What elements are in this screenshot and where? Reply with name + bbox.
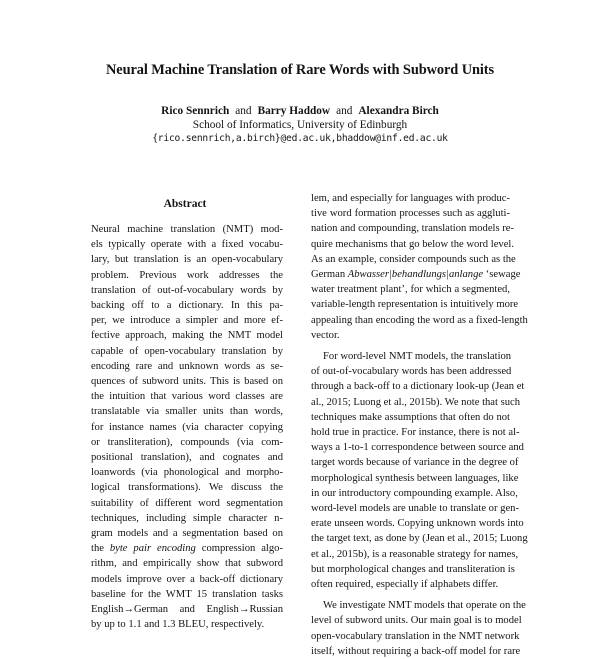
text-line: the target text, as done by (Jean et al., 2015; Luong [311, 533, 528, 545]
text-line: ways a 1-to-1 correspondence between source and [311, 442, 524, 454]
text-line: erate unseen words. Copying unknown words into [311, 518, 524, 530]
text-line: the byte pair encoding compression algo- [91, 543, 283, 555]
text-line: fective approach, making the NMT model [91, 330, 283, 342]
author-separator: and [235, 105, 252, 117]
text-line: logical transformations). We discuss the [91, 482, 283, 494]
text-line: level of subword units. Our main goal is to model [311, 615, 522, 627]
text-line: As an example, consider compounds such as the [311, 253, 516, 265]
text-line: English→German and English→Russian [91, 604, 283, 616]
intro-paragraph-1 [311, 191, 528, 343]
abstract-heading: Abstract [163, 198, 207, 210]
author-name: Barry Haddow [257, 105, 331, 117]
intro-paragraph-3 [311, 598, 526, 659]
text-line: positional translation), and cognates and [91, 452, 283, 464]
text-line: for instance names (via character copying [91, 421, 283, 433]
text-line: lary, but translation is an open-vocabulary [91, 254, 283, 266]
author-emails: {rico.sennrich,a.birch}@ed.ac.uk,bhaddow@inf.ed.ac.uk [152, 133, 448, 145]
text-line: through a back-off to a dictionary look-up (Jean et [311, 381, 525, 393]
text-line: often required, especially if alphabets differ. [311, 579, 499, 591]
text-line: vector. [311, 329, 340, 341]
text-line: quences of subword units. This is based on [91, 376, 283, 388]
text-line: itself, without requiring a back-off model for rare [311, 645, 521, 657]
text-line: nation and compounding, translation models re- [311, 223, 515, 235]
text-line: gram models and a segmentation based on [91, 528, 283, 540]
text-line: models improve over a back-off dictionary [91, 573, 283, 585]
text-line: the intuition that various word classes are [91, 391, 283, 403]
text-line: tive word formation processes such as aggluti- [311, 208, 510, 220]
text-line: in our introductory compounding example. Also, [311, 487, 518, 499]
author-names [0, 104, 600, 118]
text-line: or transliteration), compounds (via com- [91, 436, 283, 448]
text-line: capable of open-vocabulary translation by [91, 345, 283, 357]
text-line: We investigate NMT models that operate on the [323, 600, 526, 612]
text-line: water treatment plant’, for which a segmented, [311, 284, 510, 296]
text-line: German Abwasser|behandlungs|anlange ‘sewage [311, 269, 521, 281]
text-line: by up to 1.1 and 1.3 BLEU, respectively. [91, 619, 265, 631]
text-line: For word-level NMT models, the translation [323, 351, 512, 363]
author-name: Rico Sennrich [161, 105, 230, 117]
author-separator: and [336, 105, 353, 117]
text-line: translatable via smaller units than words, [91, 406, 283, 418]
text-line: translation of out-of-vocabulary words by [91, 284, 283, 296]
text-line: per, we introduce a simpler and more ef- [91, 315, 283, 327]
text-line: of out-of-vocabulary words has been addressed [311, 366, 512, 378]
affiliation: School of Informatics, University of Edinburgh [192, 119, 408, 132]
text-line: but morphological changes and transliteration is [311, 563, 515, 575]
text-line: morphological synthesis between languages, like [311, 472, 519, 484]
text-line: hold true in practice. For instance, there is not al- [311, 427, 520, 439]
author-name: Alexandra Birch [358, 105, 439, 117]
intro-paragraph-2 [311, 349, 528, 592]
text-line: Neural machine translation (NMT) mod- [91, 224, 283, 235]
text-line: rithm, and empirically show that subword [91, 558, 283, 570]
text-line: encoding rare and unknown words as se- [91, 360, 283, 372]
text-line: variable-length representation is intuitively more [311, 299, 519, 311]
text-line: al., 2015; Luong et al., 2015b). We note that such [311, 396, 521, 408]
text-line: els typically operate with a fixed vocabu- [91, 239, 283, 251]
text-line: problem. Previous work addresses the [91, 269, 283, 281]
text-line: loanwords (via phonological and morpho- [91, 467, 283, 479]
text-line: et al., 2015b), is a reasonable strategy for names, [311, 548, 519, 560]
text-line: backing off to a dictionary. In this pa- [91, 300, 283, 312]
author-block [0, 104, 600, 147]
text-line: open-vocabulary translation in the NMT network [311, 630, 520, 642]
text-line: quire mechanisms that go below the word level. [311, 238, 514, 250]
text-line: appealing than encoding the word as a fixed-length [311, 314, 528, 326]
paper-title: Neural Machine Translation of Rare Words with Subword Units [105, 62, 494, 78]
text-line: techniques, including simple character n- [91, 512, 283, 524]
abstract-body [91, 222, 283, 632]
text-line: baseline for the WMT 15 translation tasks [91, 588, 283, 600]
text-line: suitability of different word segmentation [91, 497, 283, 509]
text-line: target words because of variance in the degree of [311, 457, 519, 469]
text-line: word-level models are unable to translate or gen- [311, 503, 519, 515]
introduction-body [311, 191, 528, 659]
text-line: techniques make assumptions that often do not [311, 411, 510, 423]
text-line: lem, and especially for languages with produc- [311, 193, 510, 204]
